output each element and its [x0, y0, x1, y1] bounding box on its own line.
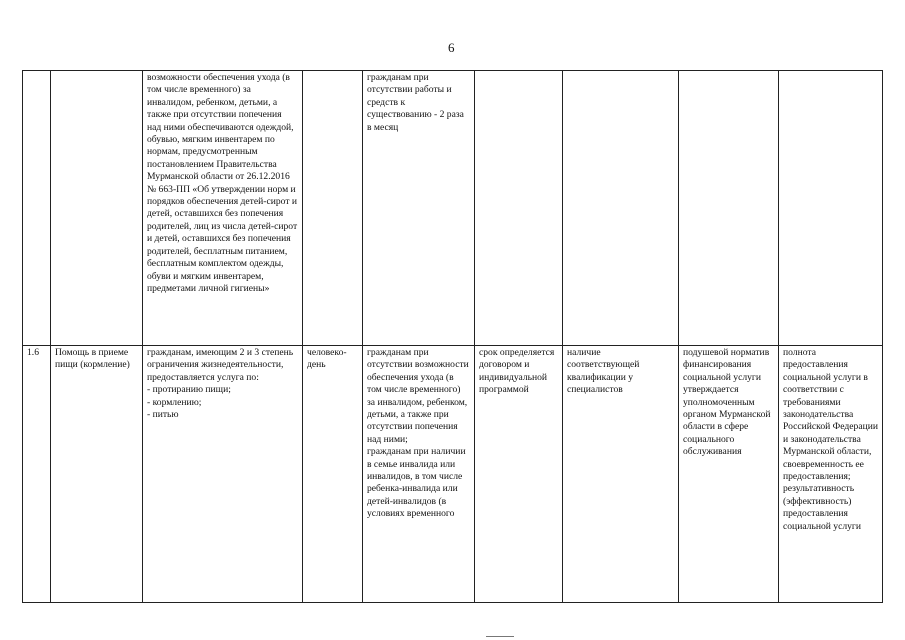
- cell-number: 1.6: [23, 346, 51, 603]
- cell-service-name: Помощь в приеме пищи (кормление): [51, 346, 143, 603]
- cell-recipients: возможности обеспечения ухода (в том числе временного) за инвалидом, ребенком, детьми, а также при отсутствии попечения над ними обеспечиваются одеждой, обувью, мягким инвентарем по нормам, предусмотренным постановлением Правительства Мурманской области от 26.12.2016 № 663-ПП «Об утверждении норм и порядков обеспечения детей-сирот и детей, оставшихся без попечения родителей, лиц из числа детей-сирот и детей, оставшихся без попечения родителей, бесплатным питанием, бесплатным комплектом одежды, обуви и мягким инвентарем, предметами личной гигиены»: [143, 71, 303, 346]
- cell-term: [475, 71, 563, 346]
- cell-quality: полнота предоставления социальной услуги в соответствии с требованиями законодательства Российской Федерации и законодательства Мурманской области, своевременность ее предоставления; результативность (эффективность) предоставления социальной услуги: [779, 346, 883, 603]
- cell-service-name: [51, 71, 143, 346]
- table-row: [23, 346, 883, 603]
- footer-mark: [486, 636, 514, 637]
- cell-volume: гражданам при отсутствии работы и средств к существованию - 2 раза в месяц: [363, 71, 475, 346]
- cell-normative: [679, 71, 779, 346]
- cell-term: срок определяется договором и индивидуальной программой: [475, 346, 563, 603]
- cell-unit: [303, 71, 363, 346]
- table-row: [23, 71, 883, 346]
- cell-quality: [779, 71, 883, 346]
- cell-recipients: гражданам, имеющим 2 и 3 степень ограничения жизнедеятельности, предоставляется услуга по: - протиранию пищи; - кормлению; - питью: [143, 346, 303, 603]
- cell-number: [23, 71, 51, 346]
- cell-conditions: [563, 71, 679, 346]
- cell-unit: человеко-день: [303, 346, 363, 603]
- cell-normative: подушевой норматив финансирования социальной услуги утверждается уполномоченным органом Мурманской области в сфере социального обслуживания: [679, 346, 779, 603]
- cell-volume: гражданам при отсутствии возможности обеспечения ухода (в том числе временного) за инвалидом, ребенком, детьми, а также при отсутствии попечения над ними; гражданам при наличии в семье инвалида или инвалидов, в том числе ребенка-инвалида или детей-инвалидов (в условиях временного: [363, 346, 475, 603]
- page-number: 6: [448, 40, 455, 55]
- services-table: [22, 70, 883, 603]
- cell-conditions: наличие соответствующей квалификации у специалистов: [563, 346, 679, 603]
